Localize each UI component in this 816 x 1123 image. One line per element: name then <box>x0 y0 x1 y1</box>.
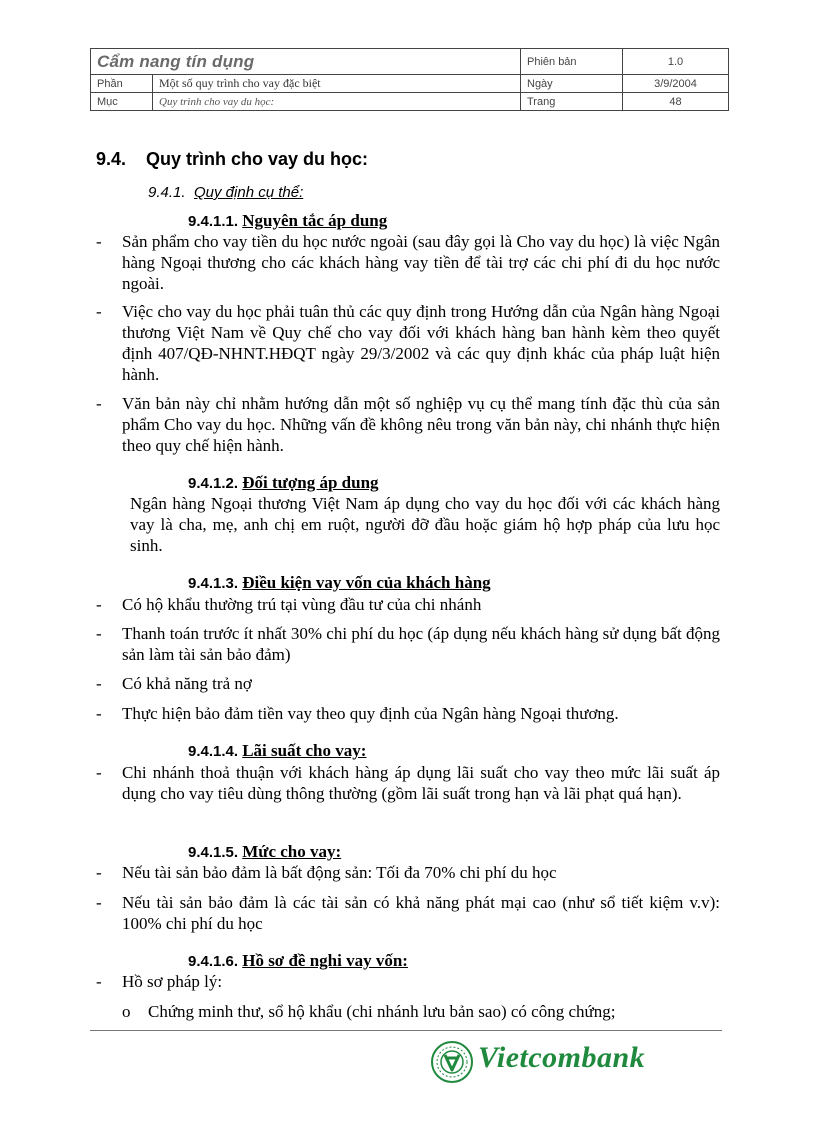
sub-list-item-text: Chứng minh thư, sổ hộ khẩu (chi nhánh lưu bản sao) có công chứng; <box>148 1002 616 1021</box>
heading-title: Nguyên tắc áp dung <box>242 211 388 230</box>
section-label: Mục <box>91 93 153 111</box>
list-item-text: Sản phẩm cho vay tiền du học nước ngoài (sau đây gọi là Cho vay du học) là việc Ngân hàng Ngoại thương cho các khách hàng vay tiền để tài trợ các chi phí đi du học nước ngoài. <box>122 232 720 293</box>
heading-title: Mức cho vay: <box>242 842 342 861</box>
heading-number: 9.4.1.1. <box>188 213 239 230</box>
list-item <box>96 892 720 934</box>
dash-marker: - <box>96 674 102 693</box>
dash-marker: - <box>96 972 102 991</box>
list-item <box>96 862 720 883</box>
heading-number: 9.4.1.5. <box>188 844 239 861</box>
page-value: 48 <box>623 93 729 111</box>
manual-title: Cẩm nang tín dụng <box>91 49 521 75</box>
date-value: 3/9/2004 <box>623 75 729 93</box>
list-item-text: Văn bản này chỉ nhằm hướng dẫn một số nghiệp vụ cụ thể mang tính đặc thù của sản phẩm Cho vay du học. Những vấn đề không nêu trong văn bản này, chi nhánh thực hiện theo quy chế hiện hành. <box>122 394 720 455</box>
dash-marker: - <box>96 893 102 912</box>
vietcombank-emblem-icon <box>430 1040 474 1084</box>
list-item <box>96 393 720 456</box>
dash-marker: - <box>96 595 102 614</box>
heading-9-4-1-1 <box>188 211 387 231</box>
list-item-text: Thanh toán trước ít nhất 30% chi phí du học (áp dụng nếu khách hàng sử dụng bất động sản làm tài sản bảo đảm) <box>122 624 720 664</box>
version-label: Phiên bản <box>521 49 623 75</box>
list-item <box>96 231 720 294</box>
dash-marker: - <box>96 863 102 882</box>
list-item-text: Chi nhánh thoả thuận với khách hàng áp dụng lãi suất cho vay theo mức lãi suất áp dụng cho vay tiêu dùng thông thường (gồm lãi suất trong hạn và lãi phạt quá hạn). <box>122 763 720 803</box>
list-item-text: Thực hiện bảo đảm tiền vay theo quy định của Ngân hàng Ngoại thương. <box>122 704 619 723</box>
section-heading-title: Quy trình cho vay du học: <box>146 149 369 169</box>
list-item <box>96 703 720 724</box>
dash-marker: - <box>96 302 102 321</box>
page-label: Trang <box>521 93 623 111</box>
list-item <box>96 971 720 992</box>
list-item-text: Việc cho vay du học phải tuân thủ các quy định trong Hướng dẫn của Ngân hàng Ngoại thương Việt Nam về Quy chế cho vay đối với khách hàng ban hành kèm theo quyết định 407/QĐ-NHNT.HĐQT ngày 29/3/2002 và các quy định khác của pháp luật hiện hành. <box>122 302 720 384</box>
heading-number: 9.4.1.6. <box>188 953 239 970</box>
heading-9-4-1-5 <box>188 842 341 862</box>
list-item-text: Nếu tài sản bảo đảm là bất động sản: Tối đa 70% chi phí du học <box>122 863 557 882</box>
list-item <box>96 594 720 615</box>
list-item-text: Nếu tài sản bảo đảm là các tài sản có khả năng phát mại cao (như sổ tiết kiệm v.v): 100% chi phí du học <box>122 893 720 933</box>
dash-marker: - <box>96 394 102 413</box>
part-value: Một số quy trình cho vay đặc biệt <box>153 75 521 93</box>
list-item-text: Có hộ khẩu thường trú tại vùng đầu tư của chi nhánh <box>122 595 482 614</box>
list-item <box>96 673 720 694</box>
subsection-heading <box>148 184 303 201</box>
heading-number: 9.4.1.4. <box>188 743 239 760</box>
list-item <box>96 623 720 665</box>
section-value: Quy trình cho vay du học: <box>153 93 521 111</box>
heading-number: 9.4.1.3. <box>188 575 239 592</box>
part-label: Phần <box>91 75 153 93</box>
dash-marker: - <box>96 704 102 723</box>
date-label: Ngày <box>521 75 623 93</box>
document-header-table <box>90 48 729 111</box>
list-item-text: Hồ sơ pháp lý: <box>122 972 223 991</box>
section-heading-number: 9.4. <box>96 149 127 169</box>
list-item-text: Có khả năng trả nợ <box>122 674 252 693</box>
heading-9-4-1-4 <box>188 741 366 761</box>
sub-list-item <box>122 1001 720 1022</box>
dash-marker: - <box>96 232 102 251</box>
heading-number: 9.4.1.2. <box>188 475 239 492</box>
list-item <box>96 762 720 804</box>
heading-title: Điều kiện vay vốn của khách hàng <box>242 573 491 592</box>
heading-title: Hồ sơ đề nghi vay vốn: <box>242 951 408 970</box>
heading-title: Lãi suất cho vay: <box>242 741 367 760</box>
vietcombank-wordmark: Vietcombank <box>478 1041 646 1074</box>
circle-marker: o <box>122 1002 131 1021</box>
dash-marker: - <box>96 624 102 643</box>
dash-marker: - <box>96 763 102 782</box>
list-item <box>96 301 720 385</box>
heading-9-4-1-6 <box>188 951 408 971</box>
heading-9-4-1-2 <box>188 473 379 493</box>
paragraph: Ngân hàng Ngoại thương Việt Nam áp dụng cho vay du học đối với các khách hàng vay là cha, mẹ, anh chị em ruột, người đỡ đầu hoặc giám hộ hợp pháp của lưu học sinh. <box>130 494 720 555</box>
heading-9-4-1-3 <box>188 573 491 593</box>
subsection-heading-title: Quy định cụ thể: <box>194 184 304 201</box>
subsection-heading-number: 9.4.1. <box>148 184 186 201</box>
section-heading <box>96 149 368 170</box>
heading-title: Đối tượng áp dung <box>242 473 379 492</box>
version-value: 1.0 <box>623 49 729 75</box>
footer-divider <box>90 1030 722 1031</box>
